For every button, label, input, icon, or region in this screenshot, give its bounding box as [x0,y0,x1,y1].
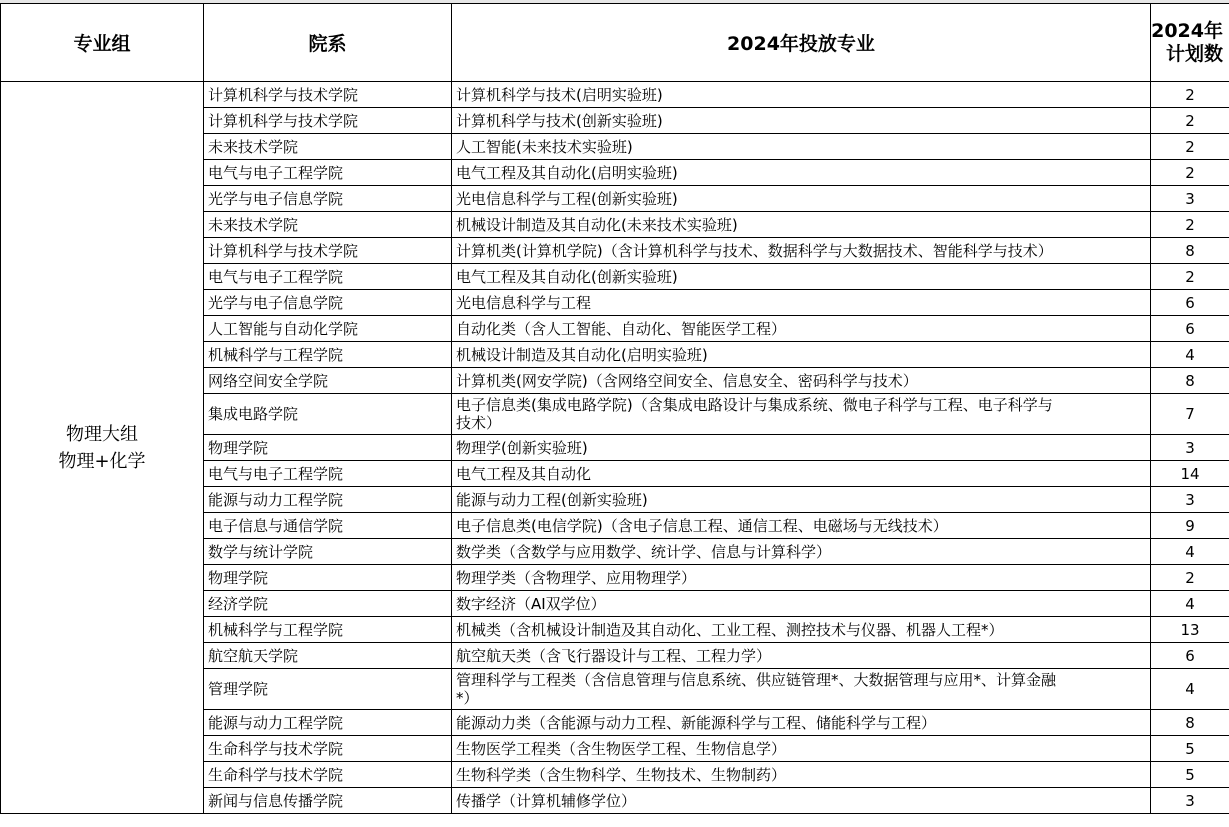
major-cell: 电气工程及其自动化 [452,461,1151,487]
major-cell: 自动化类（含人工智能、自动化、智能医学工程） [452,316,1151,342]
group-subjects: 物理+化学 [58,450,146,472]
major-cell: 管理科学与工程类（含信息管理与信息系统、供应链管理*、大数据管理与应用*、计算金融 *） [452,669,1151,710]
plan-count-cell: 4 [1151,591,1229,617]
plan-count-cell: 13 [1151,617,1229,643]
dept-cell: 网络空间安全学院 [204,368,452,394]
dept-cell: 未来技术学院 [204,134,452,160]
dept-cell: 机械科学与工程学院 [204,617,452,643]
plan-count-cell: 5 [1151,736,1229,762]
plan-count-cell: 6 [1151,643,1229,669]
dept-cell: 光学与电子信息学院 [204,186,452,212]
plan-count-cell: 2 [1151,108,1229,134]
plan-count-cell: 3 [1151,487,1229,513]
plan-count-cell: 4 [1151,669,1229,710]
dept-cell: 航空航天学院 [204,643,452,669]
dept-cell: 未来技术学院 [204,212,452,238]
header-group: 专业组 [1,4,204,82]
header-plan: 2024年 计划数 [1151,4,1229,82]
dept-cell: 电气与电子工程学院 [204,160,452,186]
plan-count-cell: 8 [1151,238,1229,264]
plan-count-cell: 4 [1151,342,1229,368]
major-cell: 机械设计制造及其自动化(未来技术实验班) [452,212,1151,238]
plan-count-cell: 7 [1151,394,1229,435]
header-dept: 院系 [204,4,452,82]
plan-count-cell: 4 [1151,539,1229,565]
major-cell: 数学类（含数学与应用数学、统计学、信息与计算科学） [452,539,1151,565]
major-cell: 电气工程及其自动化(启明实验班) [452,160,1151,186]
header-row [1,4,1229,82]
dept-cell: 管理学院 [204,669,452,710]
plan-count-cell: 3 [1151,435,1229,461]
table-row [1,82,1229,108]
dept-cell: 物理学院 [204,565,452,591]
plan-count-cell: 2 [1151,212,1229,238]
dept-cell: 计算机科学与技术学院 [204,108,452,134]
dept-cell: 新闻与信息传播学院 [204,788,452,814]
dept-cell: 生命科学与技术学院 [204,736,452,762]
plan-count-cell: 3 [1151,186,1229,212]
dept-cell: 电子信息与通信学院 [204,513,452,539]
plan-count-cell: 3 [1151,788,1229,814]
dept-cell: 计算机科学与技术学院 [204,82,452,108]
major-cell: 生物医学工程类（含生物医学工程、生物信息学） [452,736,1151,762]
major-cell: 机械设计制造及其自动化(启明实验班) [452,342,1151,368]
dept-cell: 能源与动力工程学院 [204,487,452,513]
dept-cell: 电气与电子工程学院 [204,461,452,487]
plan-count-cell: 2 [1151,82,1229,108]
plan-count-cell: 2 [1151,134,1229,160]
major-cell: 数字经济（AI双学位） [452,591,1151,617]
group-cell [1,82,204,814]
dept-cell: 人工智能与自动化学院 [204,316,452,342]
major-cell: 计算机类(计算机学院)（含计算机科学与技术、数据科学与大数据技术、智能科学与技术） [452,238,1151,264]
plan-count-cell: 2 [1151,565,1229,591]
major-cell: 光电信息科学与工程(创新实验班) [452,186,1151,212]
plan-count-cell: 5 [1151,762,1229,788]
header-major: 2024年投放专业 [452,4,1151,82]
plan-count-cell: 14 [1151,461,1229,487]
dept-cell: 能源与动力工程学院 [204,710,452,736]
dept-cell: 电气与电子工程学院 [204,264,452,290]
plan-count-cell: 8 [1151,368,1229,394]
major-cell: 机械类（含机械设计制造及其自动化、工业工程、测控技术与仪器、机器人工程*） [452,617,1151,643]
plan-count-cell: 8 [1151,710,1229,736]
major-cell: 计算机科学与技术(创新实验班) [452,108,1151,134]
major-cell: 电子信息类(电信学院)（含电子信息工程、通信工程、电磁场与无线技术） [452,513,1151,539]
major-cell: 电气工程及其自动化(创新实验班) [452,264,1151,290]
dept-cell: 生命科学与技术学院 [204,762,452,788]
plan-count-cell: 6 [1151,316,1229,342]
major-cell: 传播学（计算机辅修学位） [452,788,1151,814]
major-cell: 电子信息类(集成电路学院)（含集成电路设计与集成系统、微电子科学与工程、电子科学与 技术） [452,394,1151,435]
major-cell: 物理学(创新实验班) [452,435,1151,461]
major-cell: 航空航天类（含飞行器设计与工程、工程力学） [452,643,1151,669]
dept-cell: 机械科学与工程学院 [204,342,452,368]
major-cell: 计算机类(网安学院)（含网络空间安全、信息安全、密码科学与技术） [452,368,1151,394]
plan-count-cell: 2 [1151,264,1229,290]
major-cell: 生物科学类（含生物科学、生物技术、生物制药） [452,762,1151,788]
dept-cell: 光学与电子信息学院 [204,290,452,316]
major-cell: 计算机科学与技术(启明实验班) [452,82,1151,108]
plan-count-cell: 9 [1151,513,1229,539]
dept-cell: 计算机科学与技术学院 [204,238,452,264]
plan-count-cell: 6 [1151,290,1229,316]
major-cell: 人工智能(未来技术实验班) [452,134,1151,160]
major-cell: 能源与动力工程(创新实验班) [452,487,1151,513]
major-cell: 光电信息科学与工程 [452,290,1151,316]
major-cell: 能源动力类（含能源与动力工程、新能源科学与工程、储能科学与工程） [452,710,1151,736]
group-name: 物理大组 [66,423,138,445]
dept-cell: 集成电路学院 [204,394,452,435]
enrollment-table [0,3,1229,814]
dept-cell: 物理学院 [204,435,452,461]
major-cell: 物理学类（含物理学、应用物理学） [452,565,1151,591]
plan-count-cell: 2 [1151,160,1229,186]
dept-cell: 数学与统计学院 [204,539,452,565]
dept-cell: 经济学院 [204,591,452,617]
